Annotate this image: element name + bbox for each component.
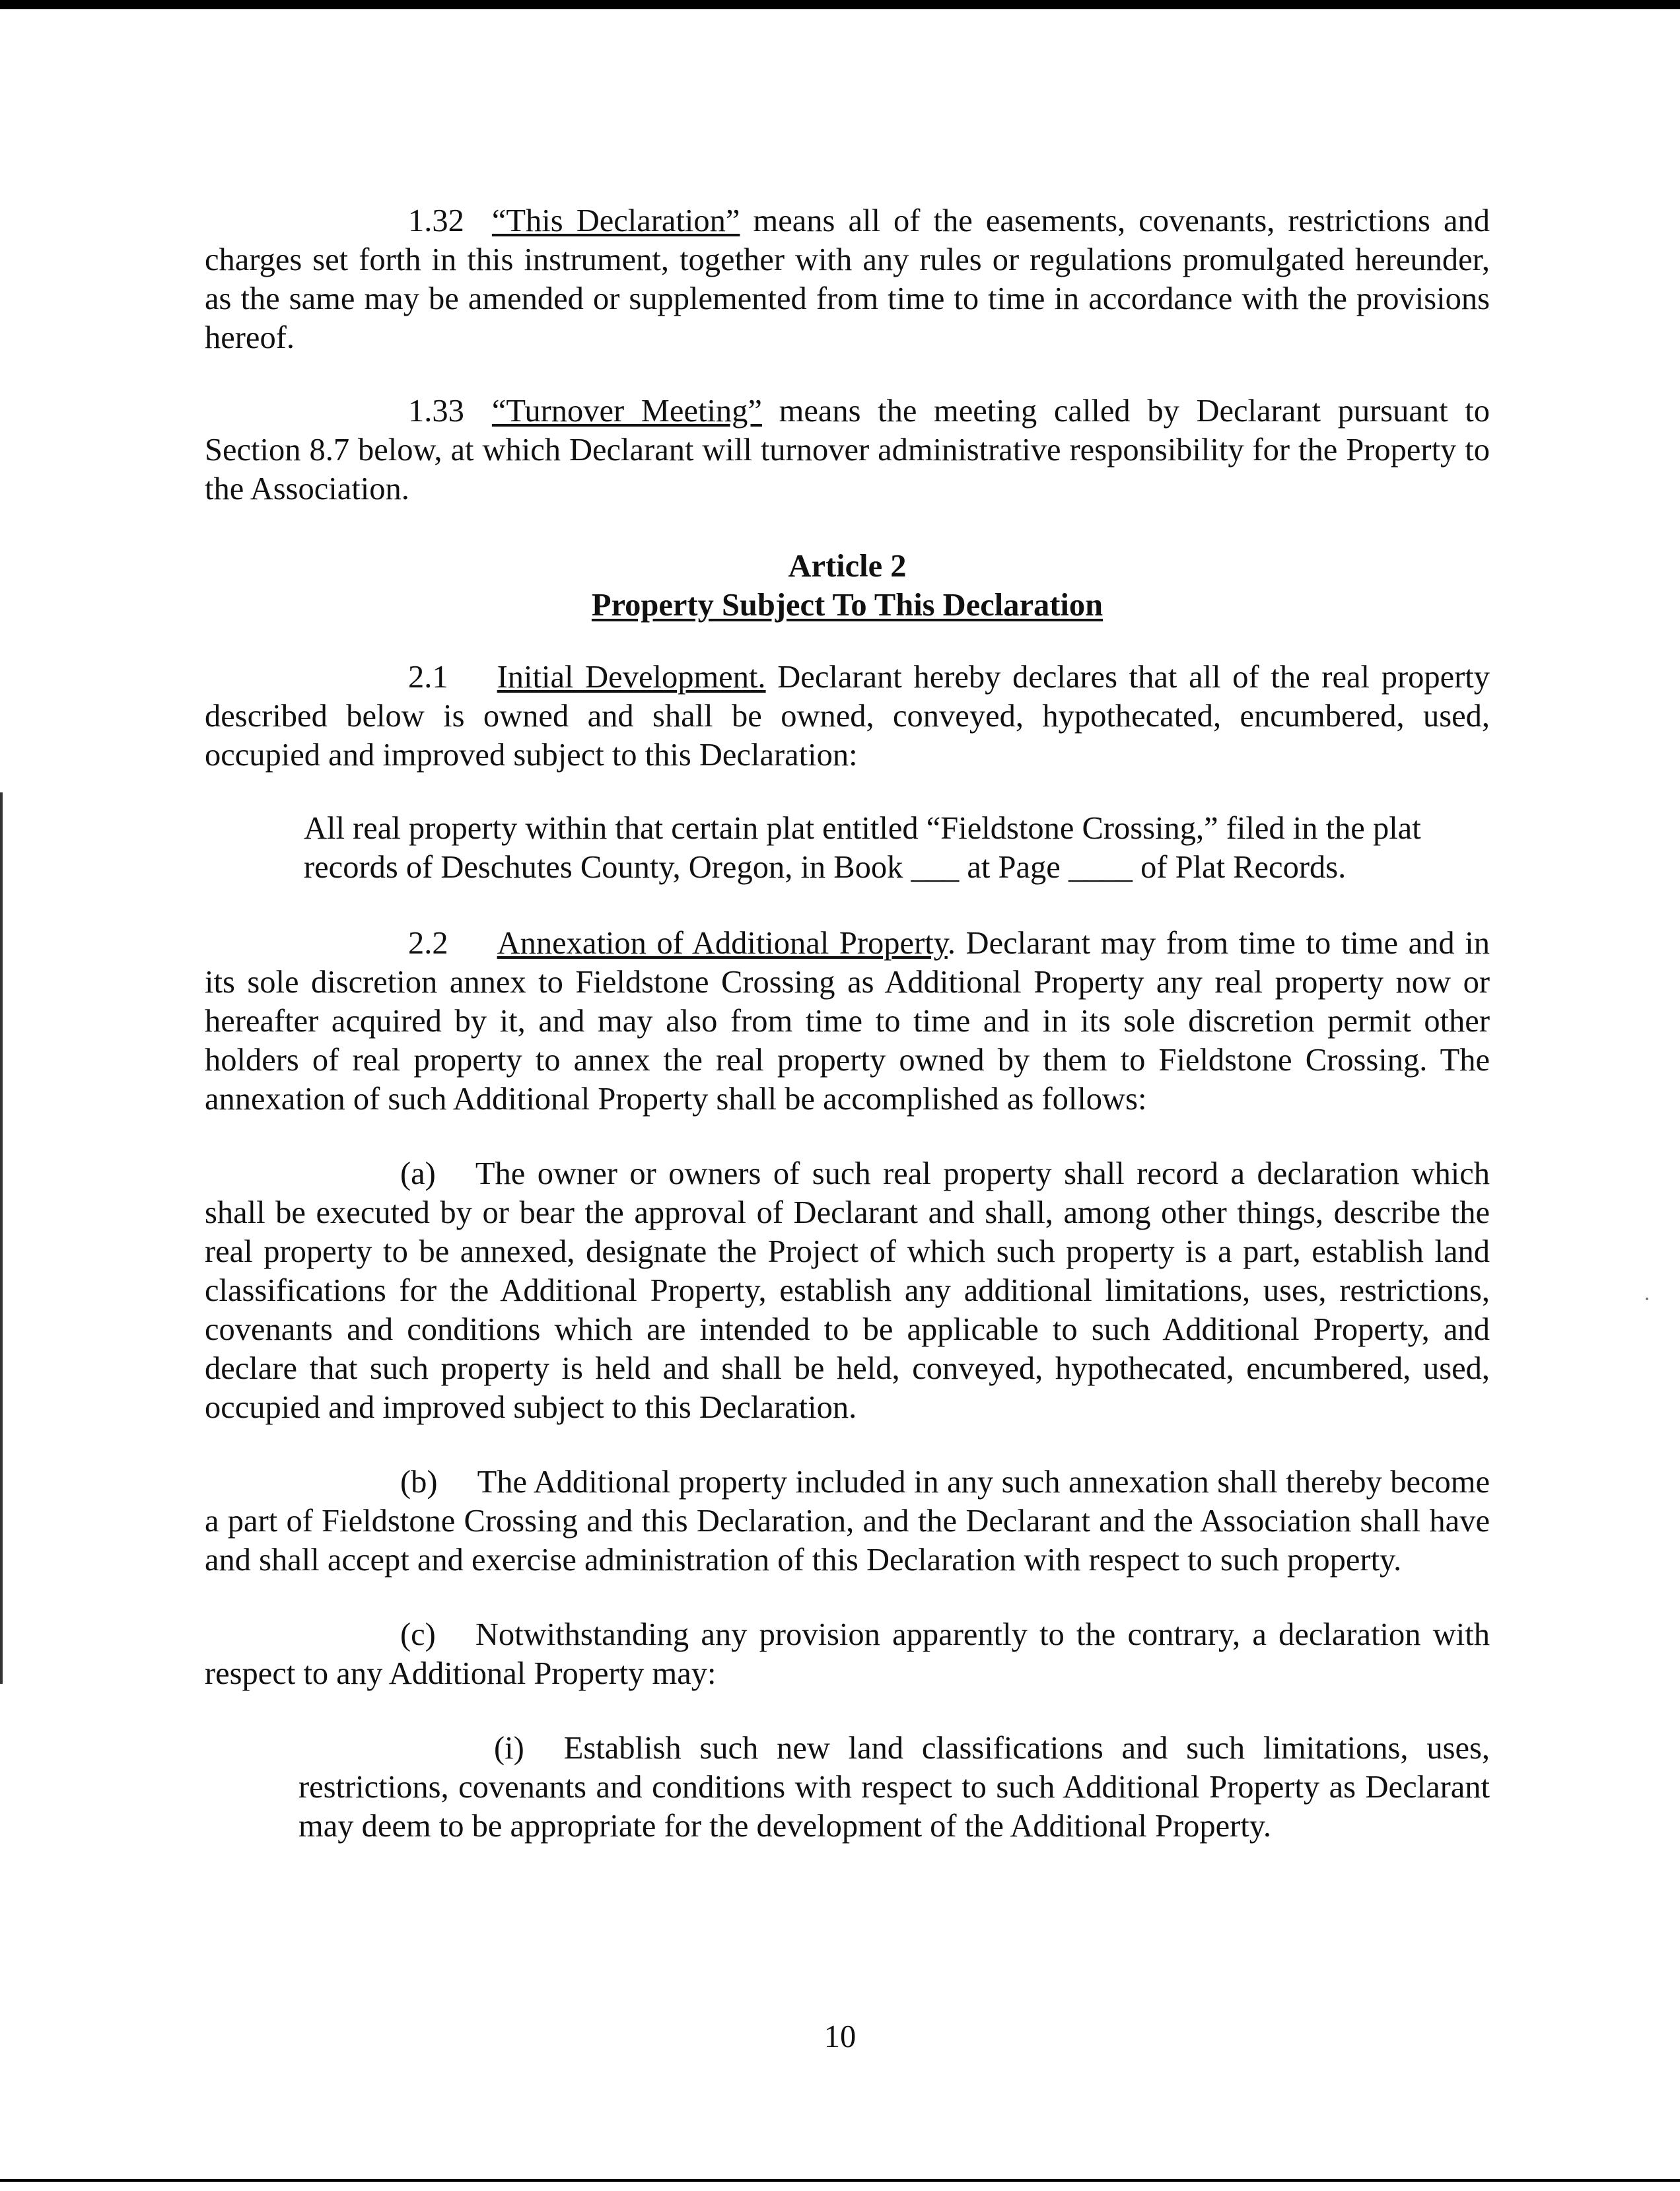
scan-border-left [0,792,3,1684]
scan-border-bottom [0,2179,1680,2182]
subsection-text: Notwithstanding any provision apparently to the contrary, a declaration with respect to any Additional Property may: [205,1617,1490,1691]
section-number: 1.33 [408,394,464,429]
section-text: means the meeting called by Declarant pursuant to Section 8.7 below, at which Declarant will turnover administrative responsibility for the Property to the Association. [205,394,1490,506]
subsection-a [205,1154,1490,1427]
section-1-33 [205,392,1490,508]
subsection-b [205,1463,1490,1580]
legal-description: All real property within that certain plat entitled “Fieldstone Crossing,” filed in the plat records of Deschutes County, Oregon, in Book ___ at Page ____ of Plat Records. [304,811,1421,885]
subsection-label: (c) [400,1617,436,1652]
section-heading: Initial Development. [497,660,766,695]
article-label: Article 2 [788,549,907,584]
section-number: 2.2 [408,926,448,961]
section-2-1 [205,658,1490,775]
defined-term: “Turnover Meeting” [491,394,762,429]
section-text: means all of the easements, covenants, restrictions and charges set forth in this instrument, together with any rules or regulations promulgated hereunder, as the same may be amended or supplemented from time to time in accordance with the provisions hereof. [205,203,1490,355]
subsection-label: (i) [494,1731,524,1766]
section-text: . Declarant may from time to time and in its sole discretion annex to Fieldstone Crossing as Additional Property any real property now or hereafter acquired by it, and may also from time to time and in its sole discretion permit other holders of real property to annex the real property owned by them to Fieldstone Crossing. The annexation of such Additional Property shall be accomplished as follows: [205,926,1490,1117]
section-heading: Annexation of Additional Property [497,926,948,961]
scan-speck [1646,1298,1648,1300]
section-number: 2.1 [408,660,448,695]
subsection-text: The Additional property included in any such annexation shall thereby become a part of Fieldstone Crossing and this Declaration, and the Declarant and the Association shall have and shall accept and exercise administration of this Declaration with respect to such property. [205,1465,1490,1578]
defined-term: “This Declaration” [491,203,740,238]
article-title: Property Subject To This Declaration [591,588,1103,623]
section-text: Declarant hereby declares that all of the real property described below is owned and shall be owned, conveyed, hypothecated, encumbered, used, occupied and improved subject to this Declaration: [205,660,1490,773]
subsection-c [205,1615,1490,1693]
document-page [205,201,1490,1846]
subsection-label: (b) [400,1465,438,1500]
section-number: 1.32 [408,203,464,238]
scan-border-top [0,0,1680,9]
subsection-c-i [298,1729,1490,1846]
page-number: 10 [823,2019,857,2054]
section-1-32 [205,201,1490,357]
subsection-text: The owner or owners of such real property shall record a declaration which shall be executed by or bear the approval of Declarant and shall, among other things, describe the real property to be annexed, designate the Project of which such property is a part, establish land classifications for the Additional Property, establish any additional limitations, uses, restrictions, covenants and conditions which are intended to be applicable to such Additional Property, and declare that such property is held and shall be held, conveyed, hypothecated, encumbered, used, occupied and improved subject to this Declaration. [205,1156,1490,1425]
section-2-2 [205,924,1490,1119]
subsection-label: (a) [400,1156,436,1191]
subsection-text: Establish such new land classifications and such limitations, uses, restrictions, covenants and conditions with respect to such Additional Property as Declarant may deem to be appropriate for the development of the Additional Property. [298,1731,1490,1844]
